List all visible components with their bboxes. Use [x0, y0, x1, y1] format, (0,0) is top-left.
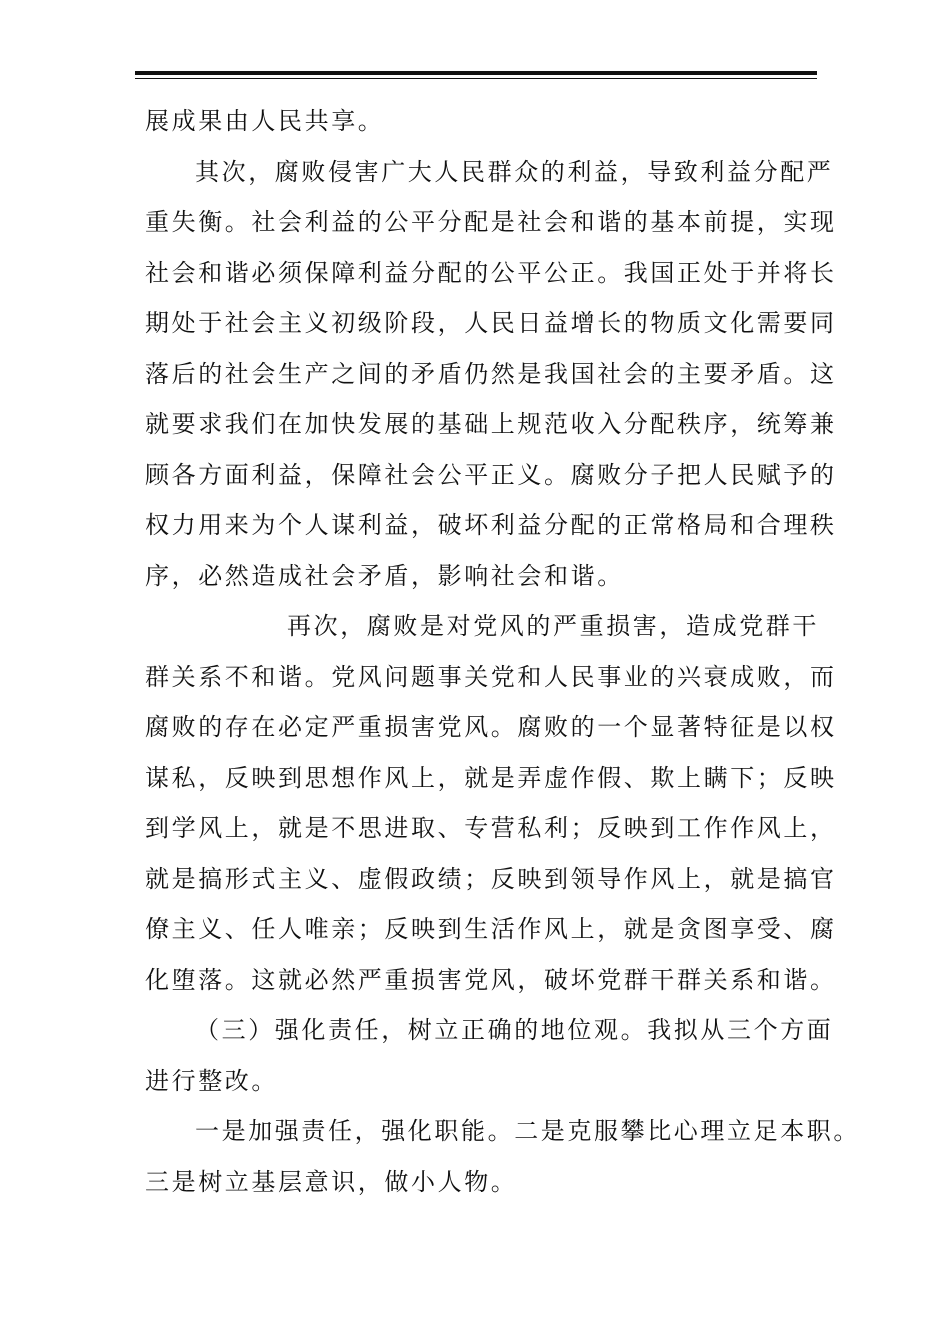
text-line: 进行整改。 — [145, 1066, 278, 1095]
text-line: 就要求我们在加快发展的基础上规范收入分配秩序，统筹兼 — [145, 410, 837, 438]
text-line: 僚主义、任人唯亲；反映到生活作风上，就是贪图享受、腐 — [145, 915, 837, 943]
text-line: 就是搞形式主义、虚假政绩；反映到领导作风上，就是搞官 — [145, 864, 837, 893]
text-line: 三是树立基层意识，做小人物。 — [145, 1167, 518, 1196]
text-line: （三）强化责任，树立正确的地位观。我拟从三个方面 — [195, 1016, 834, 1044]
text-line: 序，必然造成社会矛盾，影响社会和谐。 — [145, 561, 624, 590]
text-line: 化堕落。这就必然严重损害党风，破坏党群干群关系和谐。 — [145, 965, 837, 994]
header-rule-thick — [135, 71, 817, 75]
text-line: 腐败的存在必定严重损害党风。腐败的一个显著特征是以权 — [145, 713, 837, 741]
text-line: 顾各方面利益，保障社会公平正义。腐败分子把人民赋予的 — [145, 460, 837, 489]
text-line: 群关系不和谐。党风问题事关党和人民事业的兴衰成败，而 — [145, 662, 837, 691]
text-line: 其次，腐败侵害广大人民群众的利益，导致利益分配严 — [195, 157, 834, 186]
text-line: 展成果由人民共享。 — [145, 107, 385, 135]
body-text — [145, 96, 860, 1207]
text-line: 重失衡。社会利益的公平分配是社会和谐的基本前提，实现 — [145, 208, 837, 236]
text-line: 再次，腐败是对党风的严重损害，造成党群干 — [287, 612, 819, 640]
text-line: 权力用来为个人谋利益，破坏利益分配的正常格局和合理秩 — [145, 511, 837, 539]
text-line: 到学风上，就是不思进取、专营私利；反映到工作作风上， — [145, 814, 837, 842]
text-line: 期处于社会主义初级阶段，人民日益增长的物质文化需要同 — [145, 309, 837, 337]
text-line: 社会和谐必须保障利益分配的公平公正。我国正处于并将长 — [145, 258, 837, 287]
header-rule-thin — [135, 78, 817, 79]
text-line: 一是加强责任，强化职能。二是克服攀比心理立足本职。 — [195, 1117, 860, 1145]
text-line: 谋私，反映到思想作风上，就是弄虚作假、欺上瞒下；反映 — [145, 763, 837, 792]
text-line: 落后的社会生产之间的矛盾仍然是我国社会的主要矛盾。这 — [145, 359, 837, 388]
